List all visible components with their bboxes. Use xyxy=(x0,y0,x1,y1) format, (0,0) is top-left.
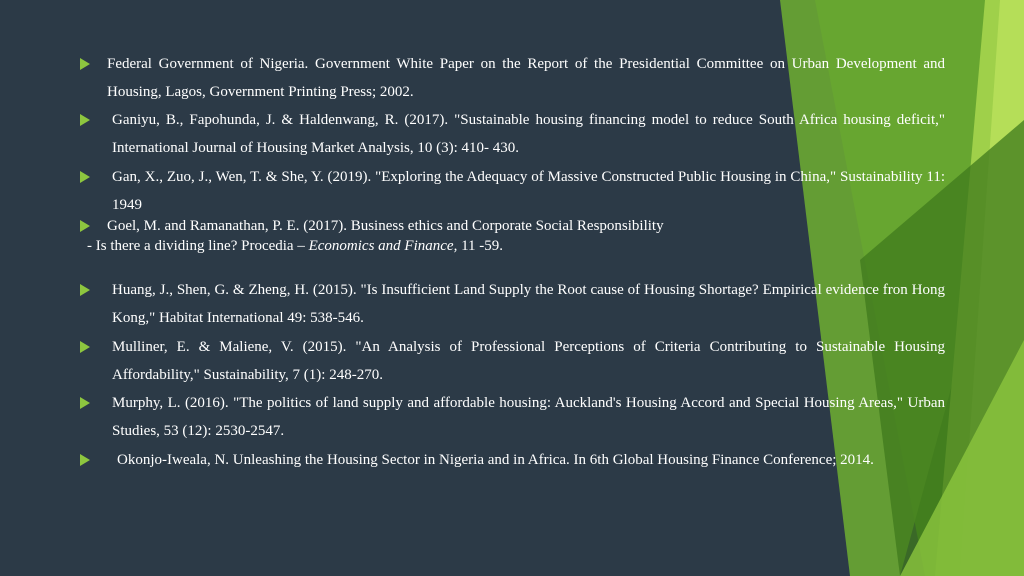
reference-item xyxy=(87,216,847,256)
triangle-right-icon xyxy=(80,58,90,70)
reference-line: - Is there a dividing line? Procedia – Economics and Finance, 11 -59. xyxy=(87,238,504,254)
triangle-right-icon xyxy=(80,397,90,409)
reference-line: Goel, M. and Ramanathan, P. E. (2017). Business ethics and Corporate Social Responsibility xyxy=(107,218,664,234)
triangle-right-icon xyxy=(80,454,90,466)
triangle-right-icon xyxy=(80,284,90,296)
reference-item: Murphy, L. (2016). "The politics of land supply and affordable housing: Auckland's Housing Accord and Special Housing Areas," Urban Studies, 53 (12): 2530-2547. xyxy=(112,395,945,439)
reference-item: Ganiyu, B., Fapohunda, J. & Haldenwang, R. (2017). "Sustainable housing financing model to reduce South Africa housing deficit," International Journal of Housing Market Analysis, 10 (3): 410- 430. xyxy=(112,112,945,156)
triangle-right-icon xyxy=(80,341,90,353)
reference-item: Gan, X., Zuo, J., Wen, T. & She, Y. (2019). "Exploring the Adequacy of Massive Constructed Public Housing in China," Sustainability 11: 1949 xyxy=(112,169,945,213)
reference-item: Mulliner, E. & Maliene, V. (2015). "An Analysis of Professional Perceptions of Criteria Contributing to Sustainable Housing Affordability," Sustainability, 7 (1): 248-270. xyxy=(112,339,945,383)
triangle-right-icon xyxy=(80,114,90,126)
reference-item: Federal Government of Nigeria. Government White Paper on the Report of the Presidential Committee on Urban Development and Housing, Lagos, Government Printing Press; 2002. xyxy=(107,56,945,100)
reference-item: Huang, J., Shen, G. & Zheng, H. (2015). "Is Insufficient Land Supply the Root cause of Housing Shortage? Empirical evidence fron Hong Kong," Habitat International 49: 538-546. xyxy=(112,282,945,326)
triangle-right-icon xyxy=(80,171,90,183)
reference-item: Okonjo-Iweala, N. Unleashing the Housing Sector in Nigeria and in Africa. In 6th Global Housing Finance Conference; 2014. xyxy=(117,452,874,468)
